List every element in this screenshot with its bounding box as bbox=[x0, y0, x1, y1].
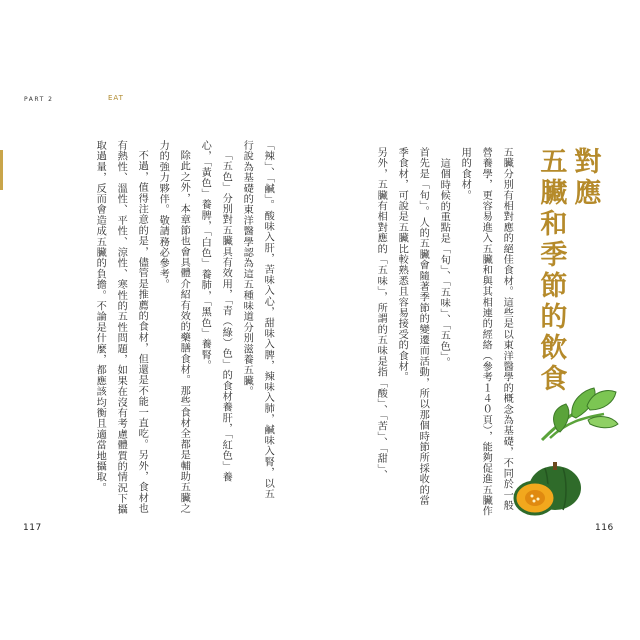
page-edge-tab bbox=[0, 150, 3, 190]
pumpkin-illustration bbox=[505, 460, 585, 520]
text-column: 營養學，更容易進入五臟和與其相連的經絡（參考１４０頁），能夠促進五臟作 bbox=[480, 147, 492, 517]
text-column: 行說為基礎的東洋醫學認為這五種味道分別滋養五臟。 bbox=[241, 140, 253, 397]
text-column: 心，「黃色」養脾，「白色」養肺，「黑色」養腎。 bbox=[199, 140, 211, 371]
page-number-right: 116 bbox=[595, 523, 614, 533]
chapter-title-line1: 對應 bbox=[569, 147, 601, 209]
text-column: 力的強力夥伴。敬請務必參考。 bbox=[157, 140, 169, 290]
text-column: 不過，值得注意的是，儘管是推薦的食材，但還是不能一直吃。另外，食材也 bbox=[136, 150, 148, 514]
text-column: 有熱性、溫性、平性、涼性、寒性的五性問題，如果在沒有考慮體質的情況下攝 bbox=[115, 140, 127, 515]
text-column: 除此之外，本章節也會具體介紹有效的藥膳食材。那些食材全都是輔助五臟之 bbox=[178, 150, 190, 514]
page-number-left: 117 bbox=[23, 523, 42, 533]
section-logo: EAT bbox=[108, 94, 124, 102]
text-column: 這個時候的重點是「旬」、「五味」、「五色」。 bbox=[438, 158, 450, 368]
text-column: 首先是「旬」。人的五臟會隨著季節的變遷而活動，所以那個時節所採收的當 bbox=[417, 147, 429, 506]
chapter-title-line2: 五臟和季節的飲食 bbox=[535, 147, 567, 395]
text-column: 季食材，可說是五臟比較熟悉且容易接受的食材。 bbox=[396, 147, 408, 383]
text-column: 另外，五臟有相對應的「五味」，所謂的五味是指「酸」、「苦」、「甜」、 bbox=[375, 147, 387, 481]
text-column: 取過量，反而會造成五臟的負擔。不論是什麼，都應該均衡且適當地攝取。 bbox=[94, 140, 106, 494]
text-column: 「五色」分別對五臟具有效用，「青（綠）色」的食材養肝，「紅色」養 bbox=[220, 150, 232, 483]
leafy-greens-illustration bbox=[532, 380, 622, 450]
text-column: 「辣」、「鹹」。酸味入肝，苦味入心，甜味入脾，辣味入肺，鹹味入腎，以五 bbox=[262, 140, 274, 500]
text-column: 五臟分別有相對應的絕佳食材。這些是以東洋醫學的概念為基礎，不同於一般 bbox=[501, 147, 513, 511]
text-column: 用的食材。 bbox=[459, 147, 471, 201]
section-label: PART 2 bbox=[24, 96, 54, 103]
